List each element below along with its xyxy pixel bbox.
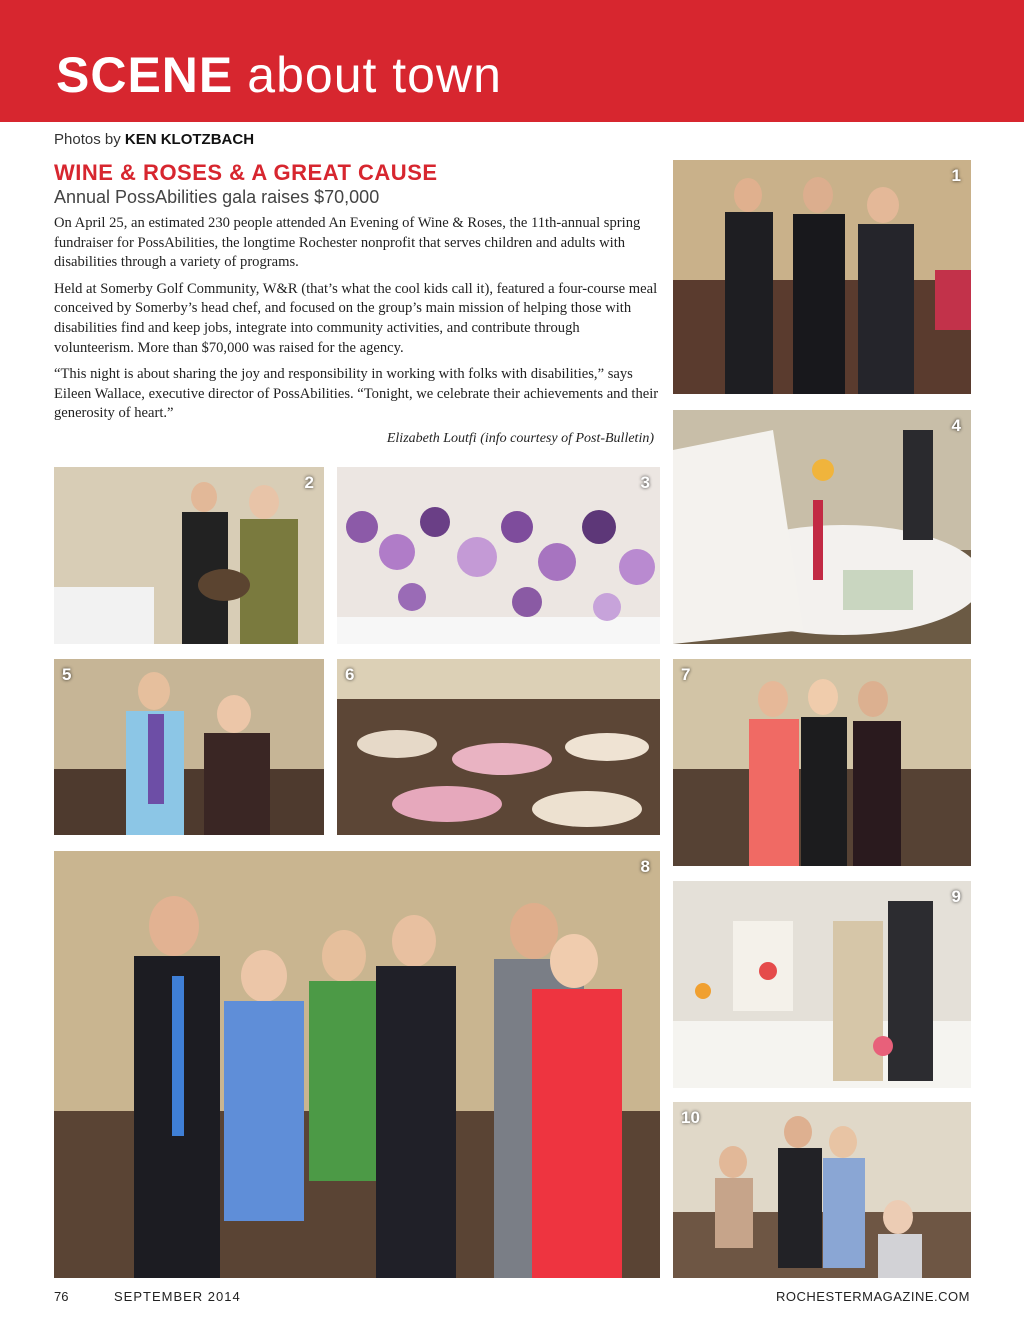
photo-number: 1 (951, 166, 961, 185)
photo-7-image (673, 659, 971, 866)
photo-3-image (337, 467, 660, 644)
photo-1-image (673, 160, 971, 394)
article-paragraph: “This night is about sharing the joy and responsibility in working with folks with disabilities,” says Eileen Wallace, executive director of PossAbilities. “Tonight, we celebrate their achievements and their generosity of heart.” (54, 366, 659, 422)
section-title-light: about town (247, 47, 502, 103)
photo-5 (54, 659, 324, 835)
photo-credit (54, 131, 254, 148)
photo-10 (673, 1102, 971, 1278)
photo-credit-prefix: Photos by (54, 131, 121, 148)
photo-number: 10 (681, 1108, 700, 1127)
section-banner (0, 0, 1024, 122)
section-title (56, 47, 502, 103)
section-title-strong: SCENE (56, 47, 234, 103)
photo-3 (337, 467, 660, 644)
page-number: 76 (54, 1289, 69, 1304)
photo-number: 5 (62, 665, 72, 684)
photo-6-image (337, 659, 660, 835)
site-url: ROCHESTERMAGAZINE.COM (776, 1289, 970, 1304)
photo-10-image (673, 1102, 971, 1278)
photo-8 (54, 851, 660, 1278)
photo-6 (337, 659, 660, 835)
article-byline: Elizabeth Loutfi (info courtesy of Post-Bulletin) (386, 431, 654, 446)
photo-8-image (54, 851, 660, 1278)
photographer-name: KEN KLOTZBACH (124, 131, 255, 148)
article-body (54, 214, 660, 431)
photo-5-image (54, 659, 324, 835)
photo-number: 3 (640, 473, 650, 492)
issue-date: SEPTEMBER 2014 (114, 1289, 241, 1304)
photo-9-image (673, 881, 971, 1088)
photo-2-image (54, 467, 324, 644)
photo-7 (673, 659, 971, 866)
photo-9 (673, 881, 971, 1088)
photo-number: 4 (951, 416, 961, 435)
photo-4-image (673, 410, 971, 644)
article-subhead: Annual PossAbilities gala raises $70,000 (54, 187, 380, 207)
photo-number: 8 (640, 857, 650, 876)
article-paragraph: Held at Somerby Golf Community, W&R (that’s what the cool kids call it), featured a four-course meal conceived by Somerby’s head chef, and focused on the group’s main mission of helping those with disabilities find and keep jobs, integrate into community activities, and contribute through volunteerism. More than $70,000 was raised for the agency. (54, 280, 658, 356)
photo-4 (673, 410, 971, 644)
photo-number: 2 (304, 473, 314, 492)
article-headline: WINE & ROSES & A GREAT CAUSE (54, 160, 438, 185)
photo-2 (54, 467, 324, 644)
photo-number: 9 (951, 887, 961, 906)
photo-number: 7 (681, 665, 691, 684)
photo-number: 6 (345, 665, 355, 684)
article-paragraph: On April 25, an estimated 230 people attended An Evening of Wine & Roses, the 11th-annual spring fundraiser for PossAbilities, the longtime Rochester nonprofit that serves children and adults with disabilities through a variety of programs. (54, 215, 641, 271)
photo-1 (673, 160, 971, 394)
